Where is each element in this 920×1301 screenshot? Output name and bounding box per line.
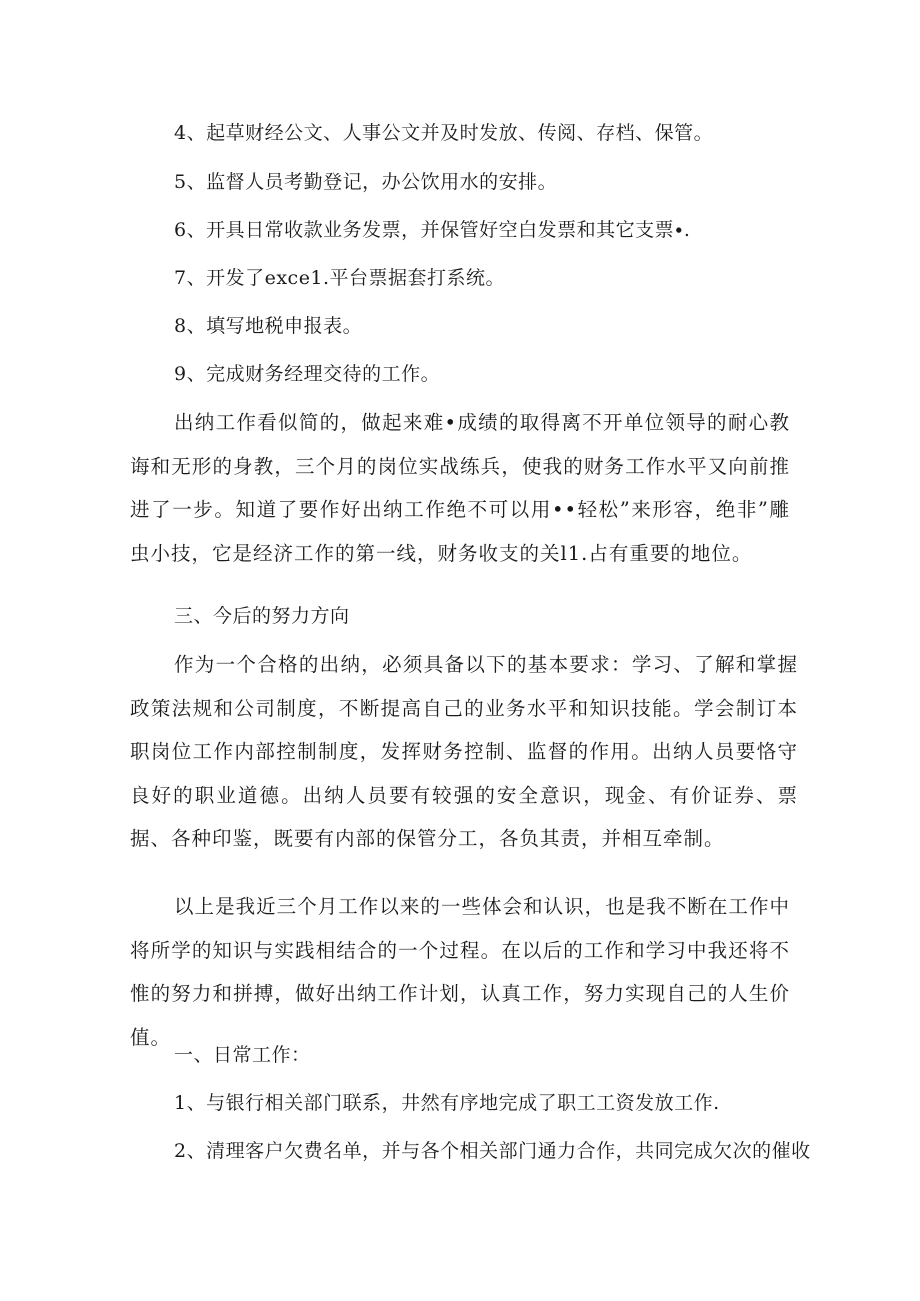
list-item-5: 5、监督人员考勤登记，办公饮用水的安排。 xyxy=(174,171,558,193)
list-item-4: 4、起草财经公文、人事公文并及时发放、传阅、存档、保管。 xyxy=(174,122,714,144)
list-item-7: 7、开发了exce1.平台票据套打系统。 xyxy=(174,267,506,289)
paragraph-reflection: 出纳工作看似简的，做起来难•成绩的取得离不开单位领导的耐心教诲和无形的身教，三个月的岗位实战练兵，使我的财务工作水平又向前推进了一步。知道了要作好出纳工作绝不可以用••轻松”来形容，绝非”雕虫小技，它是经济工作的第一线，财务收支的关l1.占有重要的地位。 xyxy=(130,411,790,565)
list-item-9: 9、完成财务经理交待的工作。 xyxy=(174,363,441,385)
list-item-1: 1、与银行相关部门联系，井然有序地完成了职工工资发放工作. xyxy=(174,1092,720,1114)
paragraph-requirements: 作为一个合格的出纳，必须具备以下的基本要求：学习、了解和掌握政策法规和公司制度，不断提高自己的业务水平和知识技能。学会制订本职岗位工作内部控制制度，发挥财务控制、监督的作用。出纳人员要恪守良好的职业道德。出纳人员要有较强的安全意识，现金、有价证券、票据、各种印鉴，既要有内部的保管分工，各负其责，并相互牵制。 xyxy=(130,653,798,850)
list-item-6: 6、开具日常收款业务发票，并保管好空白发票和其它支票∙. xyxy=(174,219,691,241)
section-heading-daily-work: 一、日常工作： xyxy=(174,1044,311,1066)
section-heading-future-direction: 三、今后的努力方向 xyxy=(174,605,350,627)
list-item-2: 2、清理客户欠费名单，并与各个相关部门通力合作，共同完成欠次的催收 xyxy=(174,1140,811,1162)
list-item-8: 8、填写地税申报表。 xyxy=(174,315,363,337)
paragraph-summary: 以上是我近三个月工作以来的一些体会和认识，也是我不断在工作中将所学的知识与实践相结合的一个过程。在以后的工作和学习中我还将不惟的努力和拼搏，做好出纳工作计划，认真工作，努力实现自己的人生价值。 xyxy=(130,895,790,1049)
